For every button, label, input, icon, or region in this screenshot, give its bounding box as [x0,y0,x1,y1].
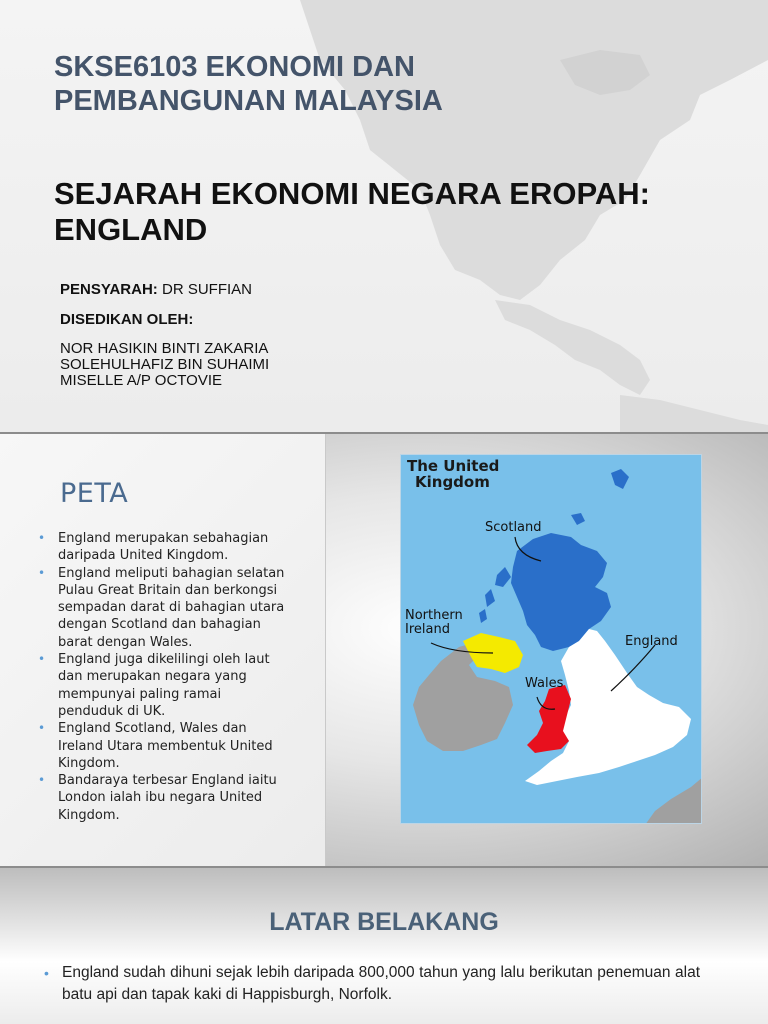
label-line: Ireland [405,622,450,637]
map-title-line: Kingdom [415,473,490,491]
bullet-item: • England juga dikelilingi oleh laut dan merupakan negara yang mempunyai paling ramai penduduk di UK. [38,651,288,720]
map-title [407,458,499,490]
background-slide [0,868,768,1024]
slide-heading: LATAR BELAKANG [269,908,499,936]
slide-heading: PETA [60,478,129,509]
label-northern-ireland [405,609,463,637]
course-title: SKSE6103 EKONOMI DAN PEMBANGUNAN MALAYSIA [54,51,443,117]
lecturer-line [60,281,252,298]
author-name: NOR HASIKIN BINTI ZAKARIA [60,340,269,357]
lecturer-label: PENSYARAH: [60,281,158,298]
label-england: England [625,634,678,649]
lecturer-name: DR SUFFIAN [161,281,252,298]
label-scotland: Scotland [485,520,542,535]
prepared-by-label: DISEDIKAN OLEH: [60,311,194,328]
title-slide [0,0,768,432]
author-name: MISELLE A/P OCTOVIE [60,372,223,389]
label-line: Northern [405,608,463,623]
europe-shape [645,777,702,824]
text-panel [0,434,326,866]
bullet-item: • England sudah dihuni sejak lebih daripada 800,000 tahun yang lalu berikutan penemuan alat batu api dan tapak kaki di Happisburgh, Norfolk. [44,962,700,1006]
map-slide [0,434,768,866]
bullet-item: • England Scotland, Wales dan Ireland Utara membentuk United Kingdom. [38,720,288,772]
bullet-item: • Bandaraya terbesar England iaitu London ialah ibu negara United Kingdom. [38,772,288,824]
bullet-item: • England merupakan sebahagian daripada United Kingdom. [38,530,288,565]
wales-shape [527,685,571,753]
map-title-line: The United [407,457,500,475]
label-wales: Wales [525,676,564,691]
bullet-list [44,962,700,1022]
author-list [60,341,269,389]
author-name: SOLEHULHAFIZ BIN SUHAIMI [60,356,270,373]
bullet-item: • England meliputi bahagian selatan Pulau Great Britain dan berkongsi sempadan darat di bahagian utara dengan Scotland dan bahagian barat dengan Wales. [38,565,288,651]
topic-title: SEJARAH EKONOMI NEGARA EROPAH: ENGLAND [54,176,650,247]
bullet-list [38,530,288,824]
uk-map [400,454,702,824]
